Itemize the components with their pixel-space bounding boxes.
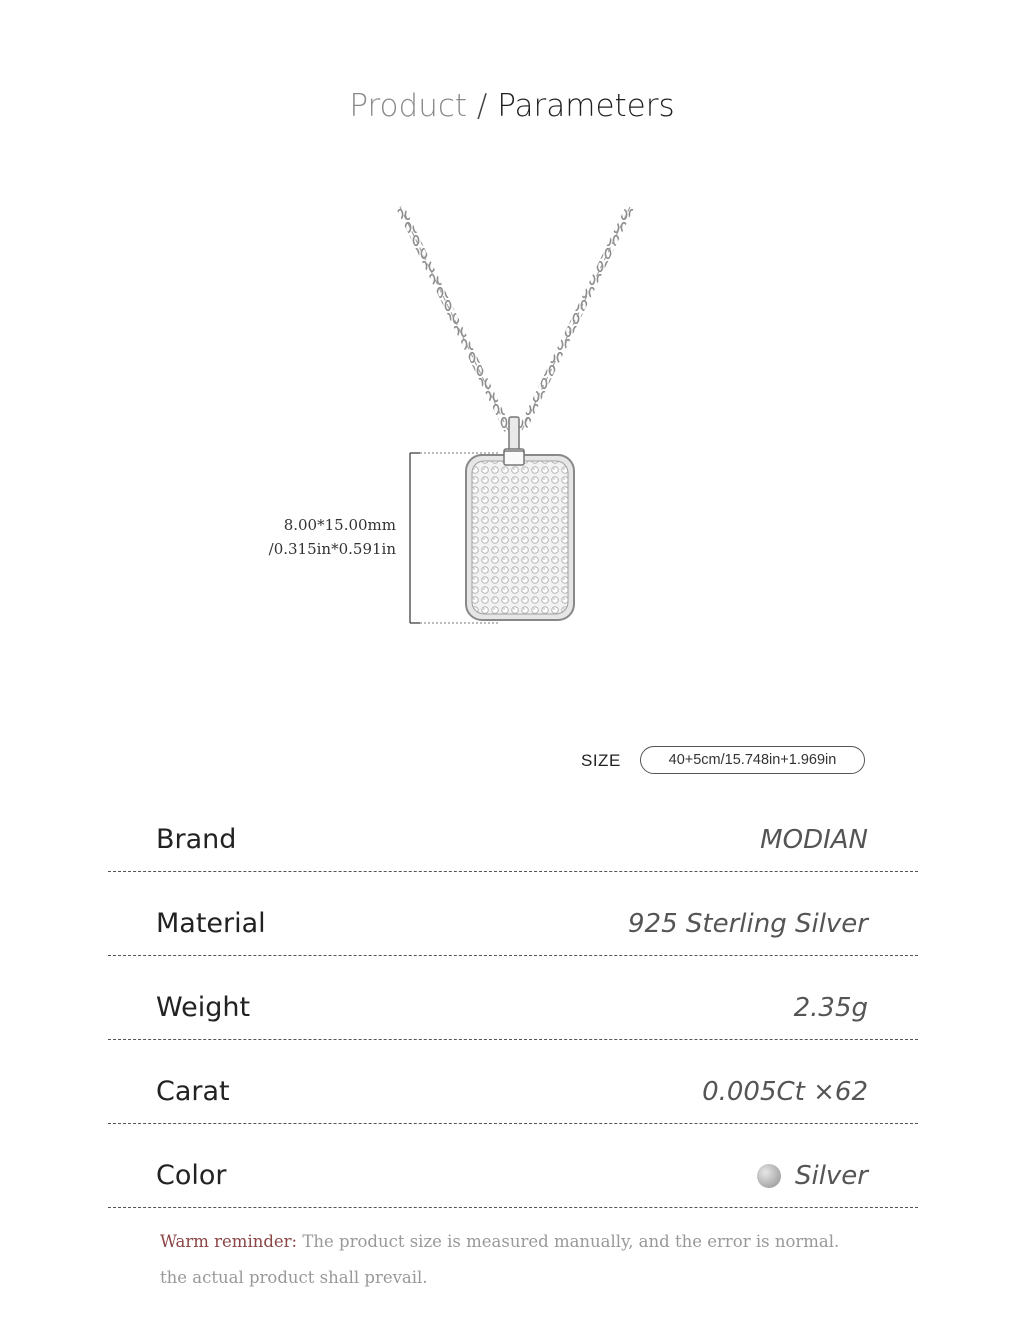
title-separator: /: [476, 88, 488, 124]
param-key: Carat: [156, 1076, 230, 1107]
param-row-material: [108, 872, 918, 956]
warm-reminder-line1: [160, 1232, 839, 1251]
param-value: MODIAN: [760, 825, 868, 855]
param-key: Color: [156, 1160, 227, 1191]
dimension-metric: 8.00*15.00mm: [283, 516, 396, 534]
warm-reminder-label: Warm reminder:: [160, 1232, 298, 1251]
param-row-brand: [108, 788, 918, 872]
param-row-weight: [108, 956, 918, 1040]
warm-reminder-text: The product size is measured manually, and the error is normal.: [297, 1232, 840, 1251]
title-parameters: Parameters: [497, 88, 675, 124]
color-swatch-icon: [757, 1164, 781, 1188]
param-key: Brand: [156, 824, 237, 855]
pendant-necklace-image: [380, 195, 650, 665]
warm-reminder-line2: the actual product shall prevail.: [160, 1268, 428, 1287]
param-key: Weight: [156, 992, 251, 1023]
param-value: 0.005Ct ×62: [702, 1077, 868, 1107]
pendant-bail: [509, 417, 519, 453]
title-product: Product: [349, 88, 468, 124]
param-row-color: [108, 1124, 918, 1208]
size-value: 40+5cm/15.748in+1.969in: [668, 752, 837, 768]
page-title: [0, 88, 1024, 124]
param-key: Material: [156, 908, 266, 939]
size-badge: [640, 746, 865, 774]
param-row-carat: [108, 1040, 918, 1124]
param-value: 925 Sterling Silver: [628, 909, 868, 939]
dimension-imperial: /0.315in*0.591in: [268, 540, 396, 558]
size-label: SIZE: [581, 751, 621, 770]
color-value-text: Silver: [794, 1161, 868, 1191]
param-value-color: [757, 1161, 868, 1191]
param-value: 2.35g: [793, 993, 868, 1023]
